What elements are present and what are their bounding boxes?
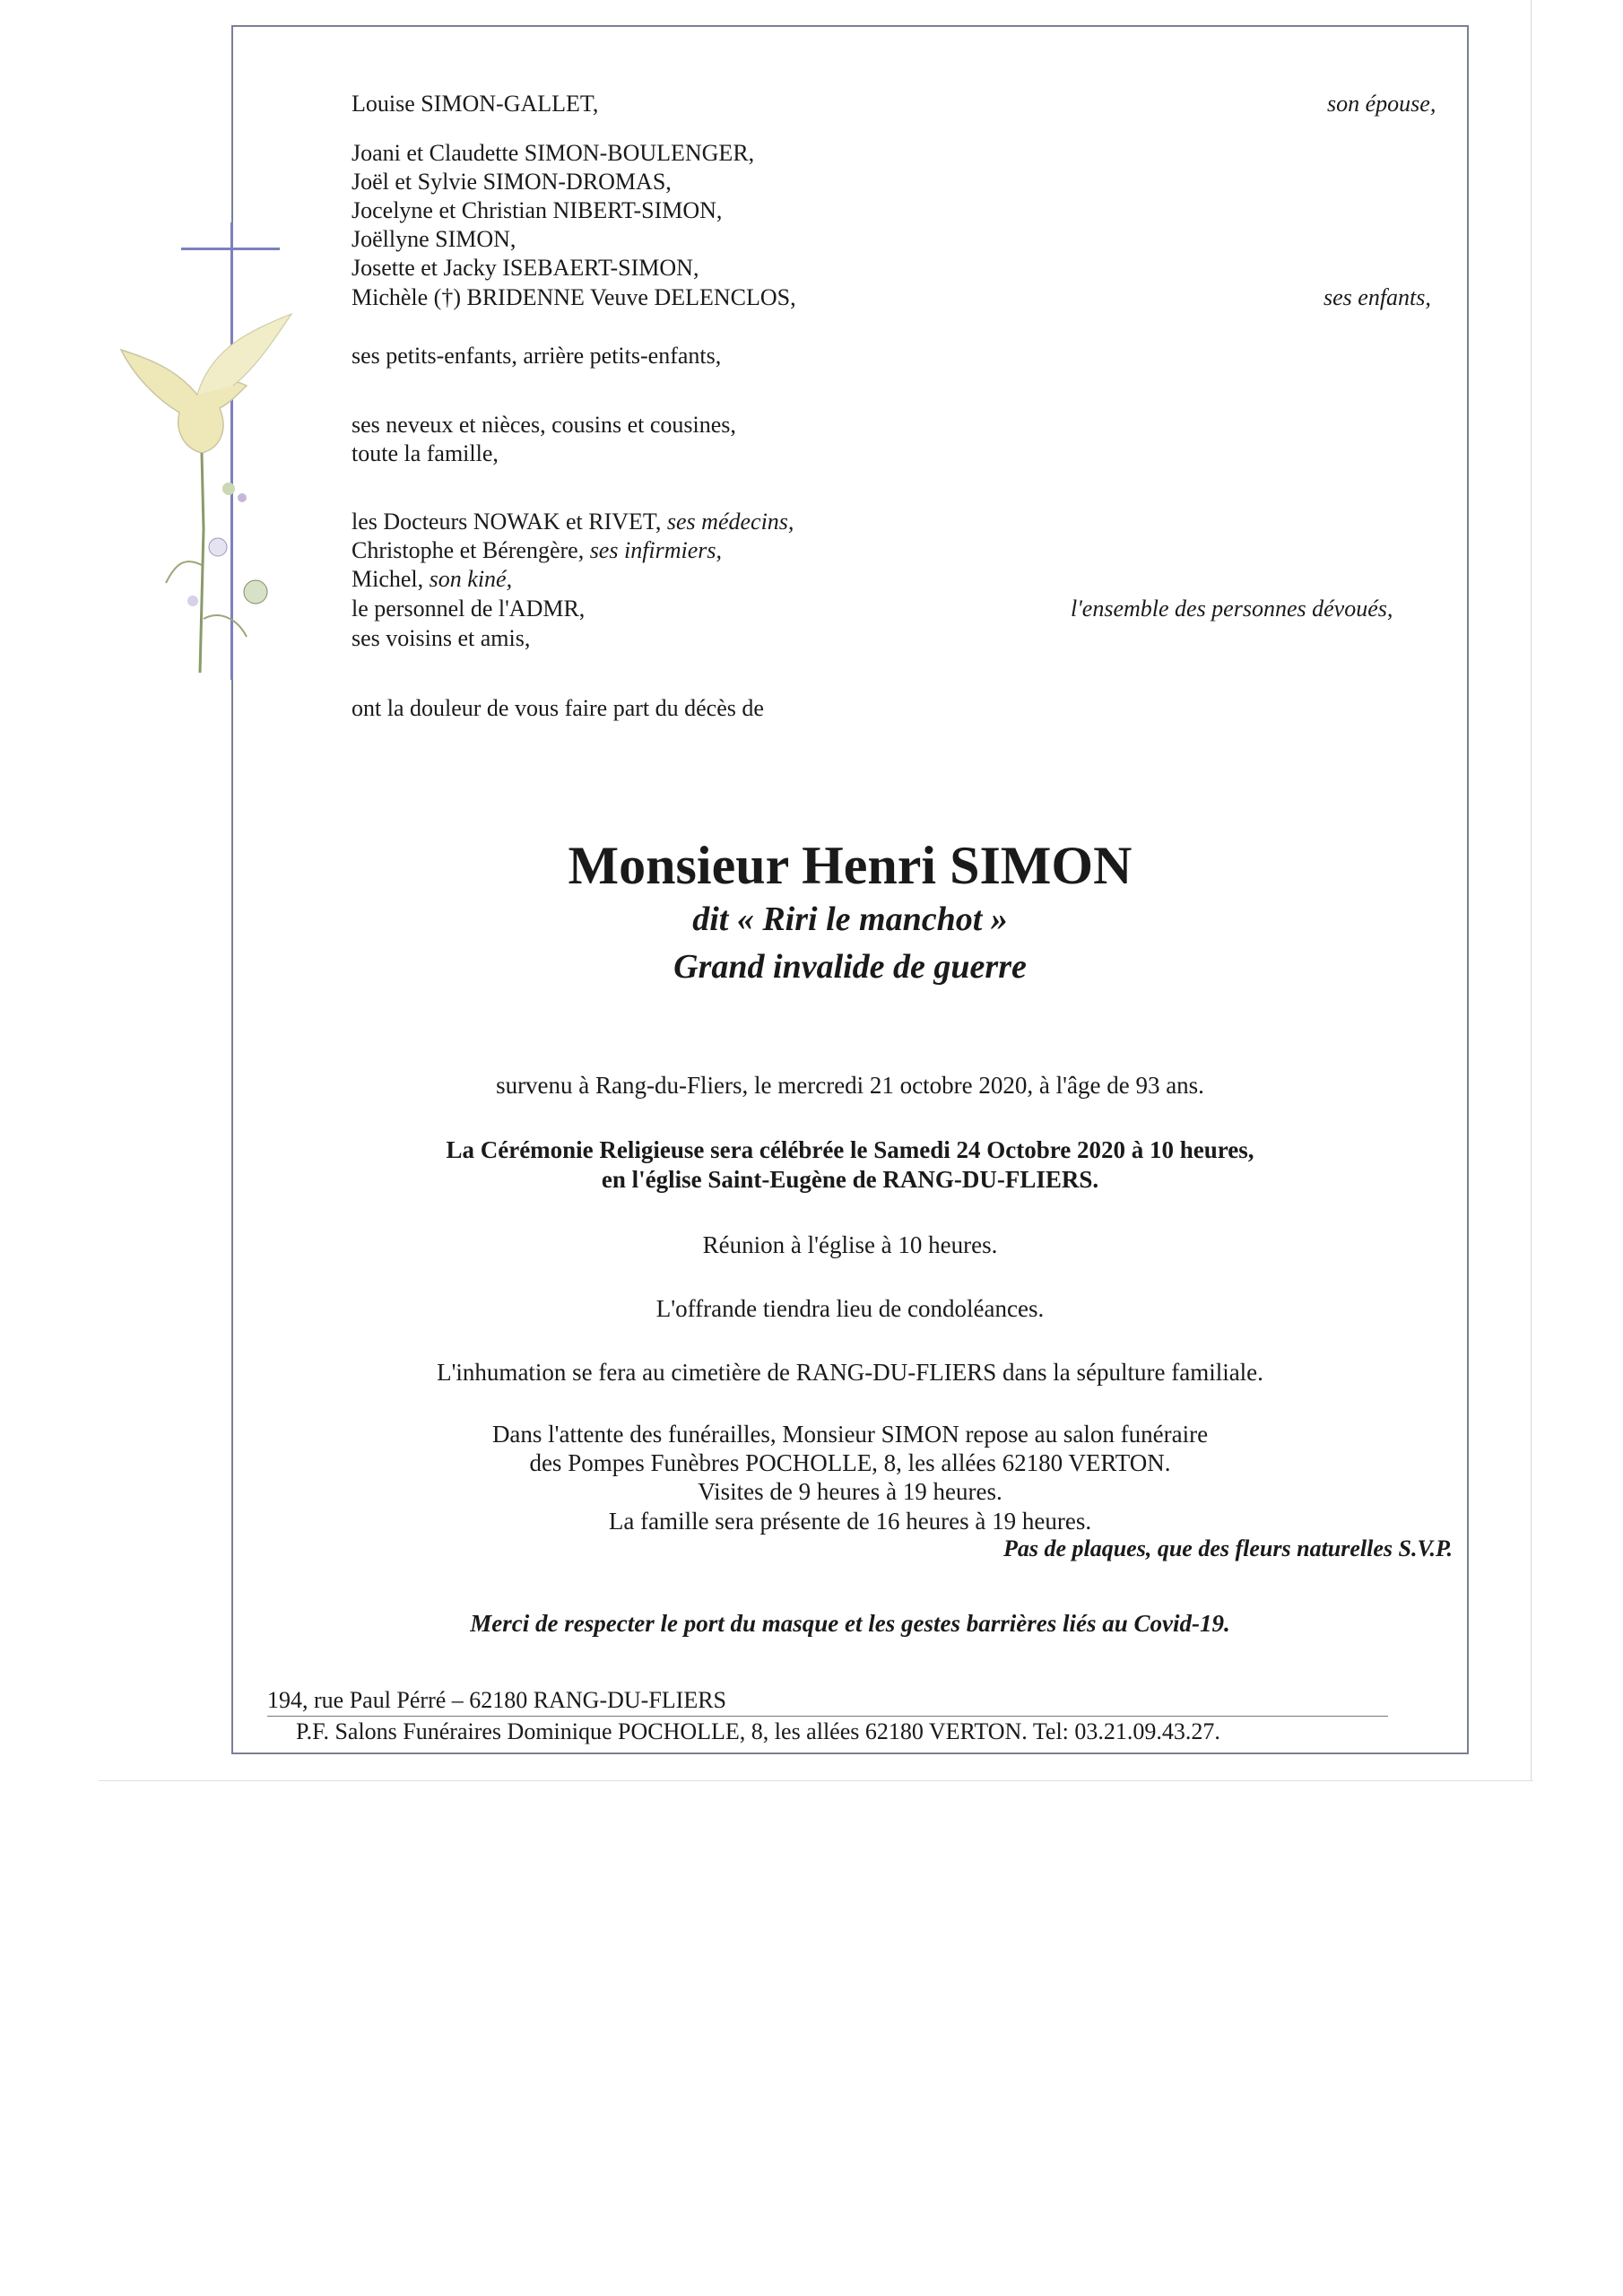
doctors-name: les Docteurs NOWAK et RIVET, [352,509,662,535]
physio-name: Michel, [352,566,424,592]
death-details: survenu à Rang-du-Fliers, le mercredi 21 octobre 2020, à l'âge de 93 ans. [496,1072,1204,1099]
dove-floral-icon [112,296,300,673]
grandchildren: ses petits-enfants, arrière petits-enfants, [352,343,722,369]
footer-divider [267,1716,1388,1717]
scan-edge-right [1531,0,1532,1780]
doctors [352,509,794,535]
meeting: Réunion à l'église à 10 heures. [702,1231,998,1258]
relatives-line-2: toute la famille, [352,440,499,466]
relatives-line-1: ses neveux et nièces, cousins et cousines, [352,412,736,438]
children-role: ses enfants, [1324,284,1431,310]
footer-address: 194, rue Paul Pérré – 62180 RANG-DU-FLIERS [267,1687,727,1713]
child-line-4: Joëllyne SIMON, [352,226,516,252]
covid-note: Merci de respecter le port du masque et les gestes barrières liés au Covid-19. [470,1610,1230,1637]
burial: L'inhumation se fera au cimetière de RANG-DU-FLIERS dans la sépulture familiale. [437,1359,1263,1386]
admr-staff: le personnel de l'ADMR, [352,596,586,622]
child-line-3: Jocelyne et Christian NIBERT-SIMON, [352,197,723,223]
scan-edge-bottom [99,1780,1533,1781]
offering: L'offrande tiendra lieu de condoléances. [655,1295,1045,1322]
announcement: ont la douleur de vous faire part du décès de [352,695,764,721]
spouse-name: Louise SIMON-GALLET, [352,91,599,117]
rest-line-1: Dans l'attente des funérailles, Monsieur SIMON repose au salon funéraire [491,1421,1209,1448]
child-line-6: Michèle (†) BRIDENNE Veuve DELENCLOS, [352,284,796,310]
rest-line-2: des Pompes Funèbres POCHOLLE, 8, les allées 62180 VERTON. [529,1449,1171,1476]
flowers-note: Pas de plaques, que des fleurs naturelles S.V.P. [1002,1535,1453,1561]
deceased-nickname: dit « Riri le manchot » [692,900,1008,938]
nurses [352,538,722,563]
neighbours: ses voisins et amis, [352,625,531,651]
cross-icon-horizontal [181,248,280,250]
child-line-1: Joani et Claudette SIMON-BOULENGER, [352,140,755,166]
visits: Visites de 9 heures à 19 heures. [698,1478,1002,1505]
child-line-5: Josette et Jacky ISEBAERT-SIMON, [352,255,699,281]
ceremony-line-2: en l'église Saint-Eugène de RANG-DU-FLIERS. [601,1166,1099,1193]
deceased-title: Grand invalide de guerre [673,948,1027,986]
child-line-2: Joël et Sylvie SIMON-DROMAS, [352,169,672,195]
spouse-role: son épouse, [1327,91,1436,117]
doctors-role: ses médecins, [666,509,794,535]
nurses-name: Christophe et Bérengère, [352,537,585,563]
nurses-role: ses infirmiers, [589,537,723,563]
physio-role: son kiné, [429,566,513,592]
deceased-name: Monsieur Henri SIMON [568,836,1133,895]
family-presence: La famille sera présente de 16 heures à 19 heures. [608,1508,1092,1535]
admr-role: l'ensemble des personnes dévoués, [1071,596,1393,622]
ceremony-line-1: La Cérémonie Religieuse sera célébrée le Samedi 24 Octobre 2020 à 10 heures, [446,1136,1254,1163]
footer-funeral-home: P.F. Salons Funéraires Dominique POCHOLLE, 8, les allées 62180 VERTON. Tel: 03.21.09.43.27. [296,1718,1220,1744]
physio [352,567,512,592]
